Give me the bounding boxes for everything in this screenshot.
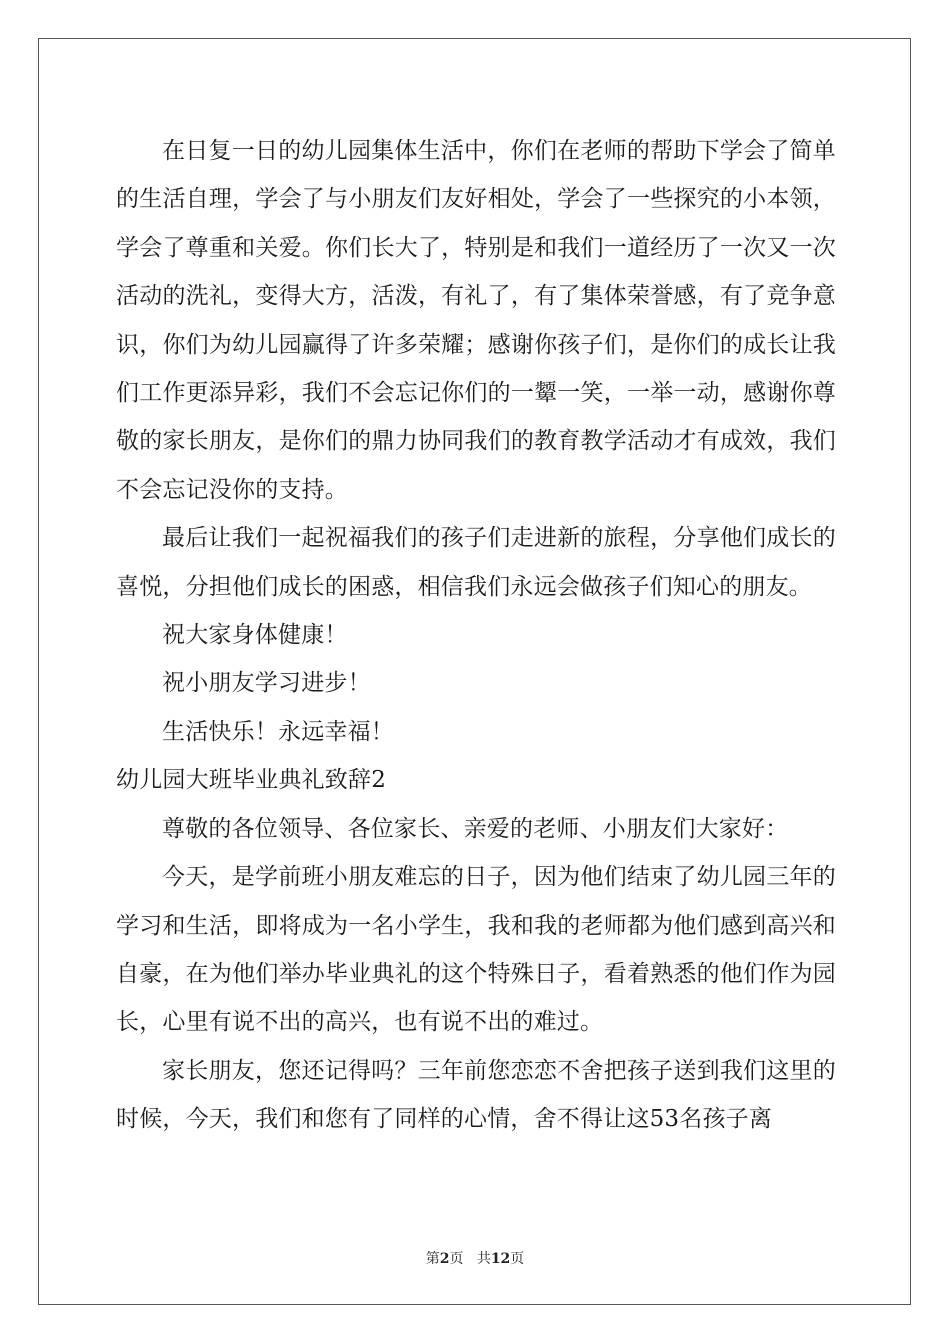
paragraph: 生活快乐！永远幸福！	[162, 718, 394, 745]
paragraph: 家长朋友，您还记得吗？三年前您恋恋不舍把孩子送到我们这里的时候，今天，我们和您有了同样的心情，舍不得让这53名孩子离	[116, 1057, 836, 1133]
paragraph: 今天，是学前班小朋友难忘的日子，因为他们结束了幼儿园三年的学习和生活，即将成为一名小学生，我和我的老师都为他们感到高兴和自豪，在为他们举办毕业典礼的这个特殊日子，看着熟悉的他们作为园长，心里有说不出的高兴，也有说不出的难过。	[116, 864, 836, 1036]
total-pages-number: 12	[490, 1251, 511, 1267]
current-page-number: 2	[439, 1251, 450, 1267]
section-heading: 幼儿园大班毕业典礼致辞2	[116, 767, 387, 794]
paragraph: 最后让我们一起祝福我们的孩子们走进新的旅程，分享他们成长的喜悦，分担他们成长的困惑，相信我们永远会做孩子们知心的朋友。	[116, 525, 836, 600]
footer-total-unit: 页	[510, 1251, 525, 1267]
paragraph: 在日复一日的幼儿园集体生活中，你们在老师的帮助下学会了简单的生活自理，学会了与小朋友们友好相处，学会了一些探究的小本领，学会了尊重和关爱。你们长大了，特别是和我们一道经历了一次又一次活动的洗礼，变得大方，活泼，有礼了，有了集体荣誉感，有了竞争意识，你们为幼儿园赢得了许多荣耀；感谢你孩子们，是你们的成长让我们工作更添异彩，我们不会忘记你们的一颦一笑，一举一动，感谢你尊敬的家长朋友，是你们的鼎力协同我们的教育教学活动才有成效，我们不会忘记没你的支持。	[116, 138, 836, 503]
footer-page-unit: 页	[449, 1251, 464, 1267]
page-footer	[0, 1248, 950, 1268]
footer-prefix: 第	[425, 1251, 440, 1267]
footer-total-prefix: 共	[476, 1251, 491, 1267]
paragraph: 祝小朋友学习进步！	[162, 670, 371, 697]
paragraph: 尊敬的各位领导、各位家长、亲爱的老师、小朋友们大家好：	[162, 815, 789, 842]
paragraph: 祝大家身体健康！	[162, 622, 348, 649]
document-body	[116, 127, 836, 1144]
